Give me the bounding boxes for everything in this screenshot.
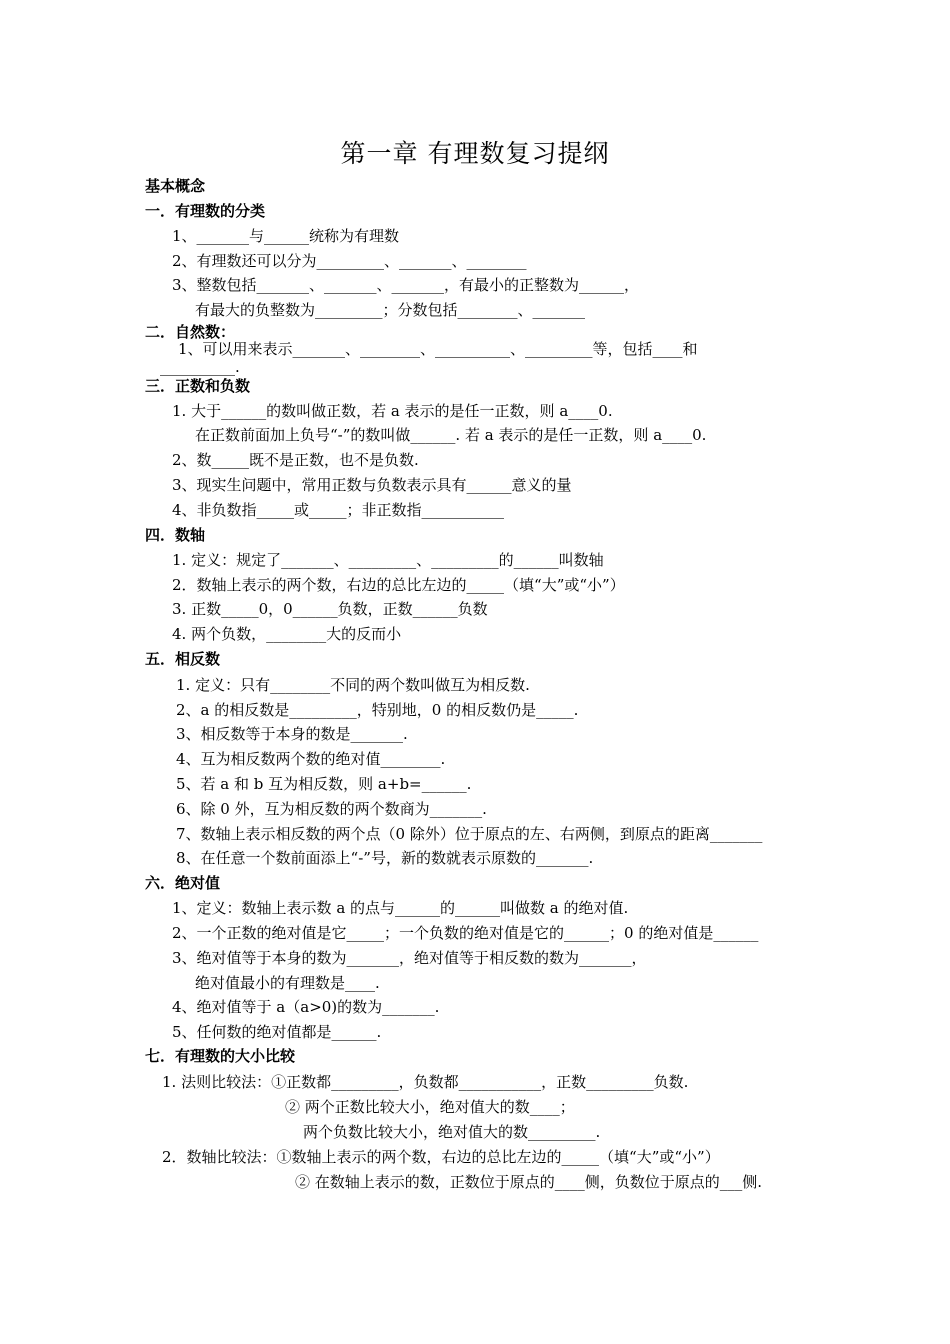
outline-item: 在正数前面加上负号“-”的数叫做______. 若 a 表示的是任一正数，则 a____0. — [195, 426, 707, 444]
page-title: 第一章 有理数复习提纲 — [340, 139, 610, 168]
outline-item: 2、有理数还可以分为_________、_______、________ — [172, 252, 527, 270]
outline-item: 两个负数比较大小，绝对值大的数_________. — [303, 1123, 601, 1141]
outline-item: 绝对值最小的有理数是____. — [195, 974, 380, 992]
section-heading: 五．相反数 — [145, 650, 221, 668]
section-heading: 四．数轴 — [145, 526, 206, 544]
outline-item: 1. 定义：规定了_______、_________、_________的______叫数轴 — [172, 551, 604, 569]
outline-item: 5、若 a 和 b 互为相反数，则 a+b=______. — [176, 775, 472, 793]
outline-item: __________. — [160, 358, 240, 376]
section-heading: 三．正数和负数 — [145, 377, 251, 395]
outline-item: 3、相反数等于本身的数是_______. — [176, 725, 408, 743]
outline-item: 1、可以用来表示_______、________、__________、_________等，包括____和 — [178, 340, 698, 358]
outline-item: 1、_______与______统称为有理数 — [172, 227, 400, 245]
outline-item: 7、数轴上表示相反数的两个点（0 除外）位于原点的左、右两侧，到原点的距离_______ — [176, 825, 763, 843]
outline-item: 2．数轴上表示的两个数，右边的总比左边的_____（填“大”或“小”） — [172, 576, 625, 594]
outline-item: 2、一个正数的绝对值是它_____；一个负数的绝对值是它的______；0 的绝对值是______ — [172, 924, 759, 942]
outline-item: 1. 法则比较法：①正数都_________，负数都___________，正数_________负数. — [162, 1073, 689, 1091]
outline-item: 3、整数包括_______、_______、_______，有最小的正整数为______， — [172, 276, 640, 294]
section-heading: 七．有理数的大小比较 — [145, 1047, 296, 1065]
outline-item: 6、除 0 外，互为相反数的两个数商为_______. — [176, 800, 487, 818]
outline-item: 2、a 的相反数是_________，特别地，0 的相反数仍是_____. — [176, 701, 579, 719]
outline-item: 3、绝对值等于本身的数为_______，绝对值等于相反数的数为_______， — [172, 949, 647, 967]
section-heading: 六．绝对值 — [145, 874, 221, 892]
outline-item: 5、任何数的绝对值都是______. — [172, 1023, 382, 1041]
outline-item: 4. 两个负数，________大的反而小 — [172, 625, 402, 643]
outline-item: 2．数轴比较法：①数轴上表示的两个数，右边的总比左边的_____（填“大”或“小”） — [162, 1148, 720, 1166]
outline-item: 1. 定义：只有________不同的两个数叫做互为相反数. — [176, 676, 530, 694]
outline-item: ② 两个正数比较大小，绝对值大的数____； — [285, 1098, 575, 1116]
outline-item: 3. 正数_____0，0______负数，正数______负数 — [172, 600, 488, 618]
outline-item: 4、非负数指_____或_____；非正数指___________ — [172, 501, 505, 519]
outline-item: 1、定义：数轴上表示数 a 的点与______的______叫做数 a 的绝对值. — [172, 899, 629, 917]
outline-item: 3、现实生问题中，常用正数与负数表示具有______意义的量 — [172, 476, 572, 494]
outline-item: 2、数_____既不是正数，也不是负数. — [172, 451, 419, 469]
outline-item: 1. 大于______的数叫做正数，若 a 表示的是任一正数，则 a____0. — [172, 402, 613, 420]
section-heading: 二．自然数： — [145, 323, 236, 341]
outline-item: 4、绝对值等于 a（a>0)的数为_______. — [172, 998, 440, 1016]
section-heading: 基本概念 — [145, 177, 206, 195]
outline-item: 有最大的负整数为_________；分数包括________、_______ — [195, 301, 586, 319]
outline-item: 4、互为相反数两个数的绝对值________. — [176, 750, 446, 768]
outline-item: 8、在任意一个数前面添上“-”号，新的数就表示原数的_______. — [176, 849, 594, 867]
outline-item: ② 在数轴上表示的数，正数位于原点的____侧，负数位于原点的___侧. — [295, 1173, 763, 1191]
section-heading: 一．有理数的分类 — [145, 202, 266, 220]
